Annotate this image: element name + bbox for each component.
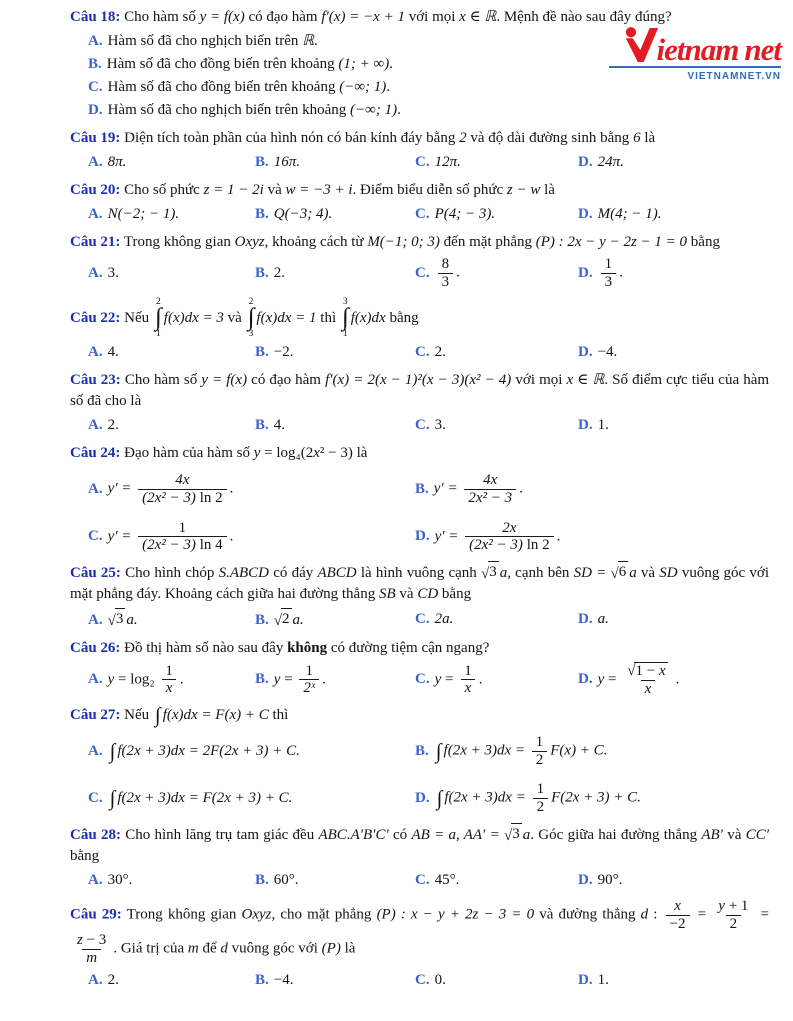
- option-23-B: B. 4.: [255, 417, 286, 434]
- sqrt-radical: √ 3: [108, 608, 126, 630]
- option-letter: C.: [415, 206, 430, 222]
- option-letter: A.: [88, 742, 103, 759]
- sqrt-radical: √ 6: [610, 561, 628, 583]
- option-letter: C.: [415, 264, 430, 281]
- integral-sign: [435, 738, 442, 763]
- option-letter: C.: [415, 971, 430, 988]
- fraction: $\frac{4x}{\text{(2x² − 3) ln 2}}$: [138, 472, 226, 507]
- option-letter: D.: [578, 871, 593, 888]
- option-23-D: D. 1.: [578, 417, 609, 434]
- option-24-A: A. y′ = $\frac{4x}{\text{(2x² − 3) ln 2}}$ .: [88, 472, 234, 506]
- option-letter: A.: [88, 971, 103, 988]
- question-stem: Câu 29: Trong không gian Oxyz, cho mặt phẳng (P) : x − y + 2z − 3 = 0 và đường thẳng d : $\frac{x}{-2}$ = $\frac{y + 1}{2}$ = $\frac{z - 3}{m}$ . Giá trị của m để d vuông góc với (P) là: [70, 897, 769, 967]
- option-27-A: A. ∫ f(2x + 3)dx = 2F(2x + 3) + C.: [88, 738, 300, 763]
- option-letter: B.: [255, 417, 269, 434]
- option-letter: A.: [88, 671, 103, 688]
- option-19-C: C. 12π.: [415, 154, 461, 170]
- integral-sign-icon: ∫: [341, 304, 349, 332]
- question-28: [70, 823, 769, 891]
- option-20-A: A. N(−2; − 1).: [88, 206, 180, 222]
- radical-sign-icon: √: [273, 612, 282, 629]
- option-27-D: D. ∫ f(2x + 3)dx = $\frac{1}{2}$ F(2x + 3) + C.: [415, 781, 641, 816]
- integral-sign: [154, 702, 161, 727]
- option-21-A: A. 3.: [88, 264, 119, 281]
- option-22-D: D. −4.: [578, 344, 618, 361]
- fraction: $\frac{1}{3}$: [601, 256, 617, 291]
- option-letter: B.: [255, 671, 269, 688]
- option-letter: B.: [415, 480, 429, 497]
- question-label: Câu 29:: [70, 906, 122, 923]
- option-letter: D.: [578, 610, 593, 627]
- option-27-B: B. ∫ f(2x + 3)dx = $\frac{1}{2}$ F(x) + C.: [415, 733, 608, 768]
- option-25-A: A. √ 3 a.: [88, 608, 255, 631]
- options-group: [88, 608, 769, 631]
- fraction: $\frac{1}{x}$: [460, 663, 476, 698]
- question-label: Câu 24:: [70, 445, 121, 462]
- question-stem: Câu 26: Đồ thị hàm số nào sau đây không có đường tiệm cận ngang?: [70, 639, 490, 656]
- fraction: $\frac{8}{3}$: [438, 256, 454, 291]
- option-24-B: B. y′ = $\frac{4x}{\text{2x² − 3}}$ .: [415, 472, 523, 506]
- logo-brand-rest: ietnam: [656, 32, 739, 68]
- option-letter: D.: [578, 971, 593, 988]
- option-letter: C.: [415, 610, 430, 627]
- options-group: [88, 662, 769, 698]
- option-letter: A.: [88, 33, 103, 49]
- integral-sign-icon: ∫: [247, 304, 255, 332]
- option-22-A: A. 4.: [88, 344, 119, 361]
- option-letter: A.: [88, 206, 103, 222]
- questions-list: [70, 7, 769, 991]
- option-letter: B.: [88, 56, 102, 72]
- option-letter: D.: [578, 264, 593, 281]
- option-letter: A.: [88, 264, 103, 281]
- vietnamnet-logo: [609, 26, 781, 84]
- question-26: [70, 638, 769, 698]
- question-stem: Câu 27: Nếu ∫ f(x)dx = F(x) + C thì: [70, 702, 289, 727]
- option-letter: B.: [255, 206, 269, 222]
- question-label: Câu 18:: [70, 9, 121, 25]
- options-group: [88, 342, 769, 363]
- option-22-B: B. −2.: [255, 344, 294, 361]
- question-stem: Câu 18: Cho hàm số y = f(x) có đạo hàm f′(x) = −x + 1 với mọi x ∈ ℝ. Mệnh đề nào sau đây đúng?: [70, 9, 672, 25]
- option-20-B: B. Q(−3; 4).: [255, 206, 333, 222]
- option-28-C: C. 45°.: [415, 871, 460, 888]
- option-26-C: C. y = $\frac{1}{x}$ .: [415, 662, 483, 697]
- question-label: Câu 25:: [70, 565, 121, 582]
- question-22: [70, 298, 769, 364]
- integral-sign: 3 ∫ 1: [341, 296, 349, 339]
- integral-sign-icon: ∫: [154, 304, 162, 332]
- logo-domain-text: VIETNAMNET.VN: [687, 71, 781, 82]
- option-letter: A.: [88, 611, 103, 628]
- question-27: [70, 702, 769, 816]
- option-18-A: A. Hàm số đã cho nghịch biến trên ℝ.: [88, 33, 318, 49]
- option-26-A: A. y = log₂ $\frac{1}{x}$ .: [88, 662, 184, 697]
- option-29-D: D. 1.: [578, 971, 609, 988]
- option-letter: A.: [88, 480, 103, 497]
- fraction: $\frac{4x}{\text{2x² − 3}}$: [464, 472, 516, 507]
- option-25-C: C. 2a.: [415, 610, 454, 627]
- option-28-B: B. 60°.: [255, 871, 299, 888]
- option-19-D: D. 24π.: [578, 154, 624, 170]
- option-26-D: D. y = √ 1 − x x .: [578, 662, 680, 698]
- question-stem: Câu 20: Cho số phức z = 1 − 2i và w = −3 + i. Điểm biểu diễn số phức z − w là: [70, 182, 555, 198]
- vietnamnet-brand: [609, 26, 781, 68]
- options-group: [88, 415, 769, 436]
- question-label: Câu 21:: [70, 234, 121, 250]
- radical-sign-icon: √: [480, 566, 490, 583]
- integral-sign: [109, 786, 116, 811]
- radical-sign-icon: √: [107, 612, 116, 629]
- radical-sign-icon: √: [627, 662, 636, 679]
- integral-sign-icon: ∫: [109, 786, 116, 811]
- options-group: [88, 970, 769, 991]
- option-18-D: D. Hàm số đã cho nghịch biến trên khoảng (−∞; 1).: [88, 102, 401, 118]
- option-21-B: B. 2.: [255, 264, 286, 281]
- option-22-C: C. 2.: [415, 344, 446, 361]
- integral-sign: 2 ∫ 1: [154, 296, 162, 339]
- option-letter: B.: [255, 871, 269, 888]
- option-letter: C.: [415, 344, 430, 361]
- option-21-C: C. $\frac{8}{3}$ .: [415, 256, 460, 290]
- options-group: [88, 204, 769, 225]
- option-letter: B.: [255, 154, 269, 170]
- option-letter: C.: [88, 790, 103, 807]
- option-23-C: C. 3.: [415, 417, 446, 434]
- question-stem: Câu 19: Diện tích toàn phần của hình nón có bán kính đáy bằng 2 và độ dài đường sinh bằng 6 là: [70, 130, 656, 146]
- integral-sign: [109, 738, 116, 763]
- fraction: $\frac{1}{\text{(2x² − 3) ln 4}}$: [138, 520, 226, 555]
- question-label: Câu 20:: [70, 182, 121, 198]
- option-23-A: A. 2.: [88, 417, 119, 434]
- question-19: [70, 128, 769, 173]
- question-23: [70, 370, 769, 436]
- question-24: [70, 443, 769, 554]
- option-29-C: C. 0.: [415, 971, 446, 988]
- option-letter: B.: [255, 264, 269, 281]
- radical-sign-icon: √: [610, 566, 619, 583]
- question-21: [70, 232, 769, 291]
- option-letter: B.: [255, 611, 269, 628]
- fraction: $\frac{x}{-2}$: [666, 898, 690, 933]
- option-21-D: D. $\frac{1}{3}$ .: [578, 256, 623, 290]
- question-label: Câu 19:: [70, 130, 121, 146]
- option-28-D: D. 90°.: [578, 871, 623, 888]
- sqrt-radical: √ 3: [504, 823, 522, 845]
- sqrt-radical: √ 2: [274, 608, 292, 630]
- option-letter: C.: [415, 671, 430, 688]
- option-25-B: B. √ 2 a.: [255, 608, 415, 631]
- option-20-C: C. P(4; − 3).: [415, 206, 496, 222]
- option-letter: D.: [88, 102, 103, 118]
- option-18-C: C. Hàm số đã cho đồng biến trên khoảng (−∞; 1).: [88, 79, 391, 95]
- option-letter: A.: [88, 154, 103, 170]
- option-29-A: A. 2.: [88, 971, 119, 988]
- option-letter: D.: [578, 417, 593, 434]
- fraction: $\frac{2x}{\text{(2x² − 3) ln 2}}$: [465, 520, 553, 555]
- fraction: $\frac{z - 3}{m}$: [77, 932, 107, 967]
- question-stem: Câu 22: Nếu 2 ∫ 1 f(x)dx = 3 và 2 ∫ 3 f(x)dx = 1 thì 3 ∫ 1 f(x)dx bằng: [70, 296, 419, 339]
- question-29: [70, 898, 769, 991]
- options-group: [88, 734, 769, 816]
- option-letter: C.: [88, 528, 103, 545]
- integral-sign-icon: ∫: [154, 702, 161, 727]
- option-letter: A.: [88, 871, 103, 888]
- question-stem: Câu 28: Cho hình lăng trụ tam giác đều ABC.A′B′C′ có AB = a, AA′ = √ 3 a. Góc giữa hai đường thẳng AB′ và CC′ bằng: [70, 823, 769, 867]
- option-24-D: D. y′ = $\frac{2x}{\text{(2x² − 3) ln 2}}$ .: [415, 519, 561, 554]
- question-label: Câu 28:: [70, 826, 121, 843]
- question-label: Câu 27:: [70, 706, 121, 723]
- option-letter: C.: [88, 79, 103, 95]
- logo-brand-net: net: [744, 32, 781, 68]
- option-letter: A.: [88, 344, 103, 361]
- question-stem: Câu 25: Cho hình chóp S.ABCD có đáy ABCD là hình vuông cạnh √ 3 a, cạnh bên SD = √ 6 a và SD vuông góc với mặt phẳng đáy. Khoảng cách giữa hai đường thẳng SB và CD bằng: [70, 561, 769, 605]
- question-label: Câu 23:: [70, 372, 121, 389]
- question-stem: Câu 23: Cho hàm số y = f(x) có đạo hàm f′(x) = 2(x − 1)²(x − 3)(x² − 4) với mọi x ∈ ℝ. Số điểm cực tiểu của hàm số đã cho là: [70, 372, 770, 410]
- option-letter: D.: [415, 528, 430, 545]
- option-28-A: A. 30°.: [88, 871, 133, 888]
- options-group: [88, 472, 769, 554]
- vietnamnet-v-icon: [625, 26, 659, 64]
- option-letter: D.: [578, 344, 593, 361]
- sqrt-radical: √ 3: [481, 561, 499, 583]
- option-19-A: A. 8π.: [88, 154, 127, 170]
- integral-sign: [436, 786, 443, 811]
- radical-sign-icon: √: [504, 827, 513, 844]
- fraction: $\frac{y + 1}{2}$: [718, 897, 749, 932]
- option-letter: C.: [415, 417, 430, 434]
- fraction: $\frac{1}{2}$: [533, 781, 549, 816]
- question-label: Câu 22:: [70, 309, 121, 326]
- integral-sign-icon: ∫: [109, 738, 116, 763]
- fraction: $\frac{1}{\text{2ˣ}}$: [299, 663, 319, 698]
- option-letter: B.: [255, 344, 269, 361]
- option-letter: C.: [415, 871, 430, 888]
- option-25-D: D. a.: [578, 610, 609, 627]
- option-20-D: D. M(4; − 1).: [578, 206, 662, 222]
- option-29-B: B. −4.: [255, 971, 294, 988]
- sqrt-radical: √ 1 − x: [627, 662, 666, 680]
- option-letter: D.: [578, 671, 593, 688]
- option-18-B: B. Hàm số đã cho đồng biến trên khoảng (1; + ∞).: [88, 56, 393, 72]
- option-letter: C.: [415, 154, 430, 170]
- question-label: Câu 26:: [70, 639, 121, 656]
- option-letter: D.: [578, 206, 593, 222]
- question-25: [70, 561, 769, 631]
- option-19-B: B. 16π.: [255, 154, 301, 170]
- question-stem: Câu 21: Trong không gian Oxyz, khoảng cách từ M(−1; 0; 3) đến mặt phẳng (P) : 2x − y − 2z − 1 = 0 bằng: [70, 234, 720, 250]
- integral-sign-icon: ∫: [436, 786, 443, 811]
- fraction: $\frac{1}{2}$: [532, 734, 548, 769]
- question-stem: Câu 24: Đạo hàm của hàm số y = log₄(2x² − 3) là: [70, 445, 368, 462]
- fraction: $\frac{1}{x}$: [161, 663, 177, 698]
- fraction: √ 1 − x x: [627, 662, 666, 698]
- option-letter: B.: [255, 971, 269, 988]
- option-24-C: C. y′ = $\frac{1}{\text{(2x² − 3) ln 4}}$ .: [88, 519, 234, 554]
- integral-sign-icon: ∫: [435, 738, 442, 763]
- question-20: [70, 180, 769, 225]
- integral-sign: 2 ∫ 3: [247, 296, 255, 339]
- option-26-B: B. y = $\frac{1}{\text{2ˣ}}$ .: [255, 662, 326, 697]
- options-group: [88, 152, 769, 173]
- option-letter: B.: [415, 742, 429, 759]
- option-27-C: C. ∫ f(2x + 3)dx = F(2x + 3) + C.: [88, 786, 293, 811]
- option-letter: D.: [578, 154, 593, 170]
- option-letter: A.: [88, 417, 103, 434]
- option-letter: D.: [415, 790, 430, 807]
- options-group: [88, 256, 769, 291]
- options-group: [88, 870, 769, 891]
